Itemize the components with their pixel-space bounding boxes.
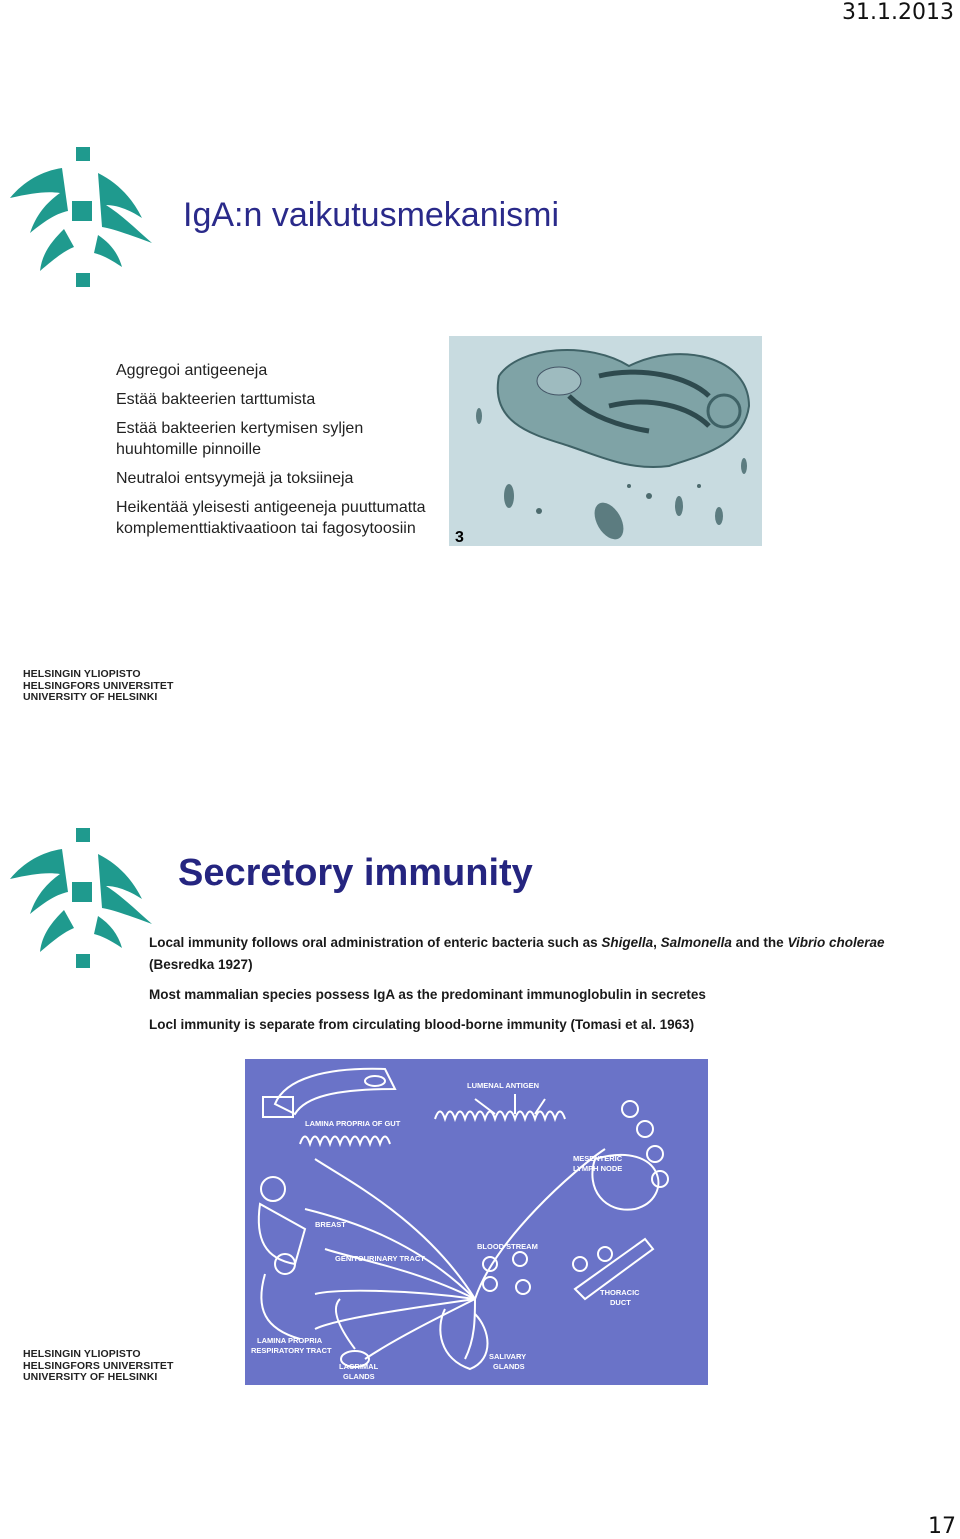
electron-micrograph — [449, 336, 762, 546]
label-salivary: SALIVARY — [489, 1352, 527, 1361]
figure-number: 3 — [455, 529, 464, 546]
paragraph: Locl immunity is separate from circulating blood-borne immunity (Tomasi et al. 1963) — [149, 1017, 695, 1032]
list-item: Heikentää yleisesti antigeeneja puuttumatta komplementtiaktivaatioon tai fagosytoosiin — [116, 499, 426, 537]
label-lamina-propria: LAMINA PROPRIA — [257, 1336, 323, 1345]
label-glands: GLANDS — [493, 1362, 525, 1371]
label-glands: GLANDS — [343, 1372, 375, 1381]
list-item: Estää bakteerien kertymisen syljen huuhtomille pinnoille — [116, 420, 364, 458]
secretory-immunity-diagram — [245, 1059, 708, 1385]
university-flame-logo — [2, 824, 162, 974]
university-flame-logo — [2, 143, 162, 293]
label-lamina-propria-gut: LAMINA PROPRIA OF GUT — [305, 1119, 401, 1128]
list-item: Neutraloi entsyymejä ja toksiineja — [116, 470, 354, 487]
label-lumenal-antigen: LUMENAL ANTIGEN — [467, 1081, 540, 1090]
label-respiratory-tract: RESPIRATORY TRACT — [251, 1346, 332, 1355]
label-duct: DUCT — [610, 1298, 631, 1307]
label-genitourinary: GENITOURINARY TRACT — [335, 1254, 425, 1263]
label-thoracic: THORACIC — [600, 1288, 640, 1297]
paragraph: Local immunity follows oral administration of enteric bacteria such as Shigella, Salmonella and the Vibrio cholerae (Besredka 1927) — [149, 935, 885, 972]
label-blood-stream: BLOOD STREAM — [477, 1242, 538, 1251]
label-mesenteric: MESENTERIC — [573, 1154, 623, 1163]
university-name: HELSINGIN YLIOPISTO HELSINGFORS UNIVERSITET UNIVERSITY OF HELSINKI — [23, 668, 174, 703]
slide-title: Secretory immunity — [178, 852, 533, 894]
date-stamp: 31.1.2013 — [842, 0, 954, 25]
list-item: Estää bakteerien tarttumista — [116, 391, 316, 408]
page-number: 17 — [928, 1514, 956, 1539]
label-lacrimal: LACRIMAL — [339, 1362, 379, 1371]
slide-title: IgA:n vaikutusmekanismi — [183, 196, 560, 234]
label-breast: BREAST — [315, 1220, 346, 1229]
slide-body — [149, 932, 929, 1044]
university-name: HELSINGIN YLIOPISTO HELSINGFORS UNIVERSITET UNIVERSITY OF HELSINKI — [23, 1348, 174, 1383]
list-item: Aggregoi antigeeneja — [116, 362, 268, 379]
paragraph: Most mammalian species possess IgA as the predominant immunoglobulin in secretes — [149, 987, 706, 1002]
label-lymph-node: LYMPH NODE — [573, 1164, 623, 1173]
bullet-list — [116, 360, 426, 547]
